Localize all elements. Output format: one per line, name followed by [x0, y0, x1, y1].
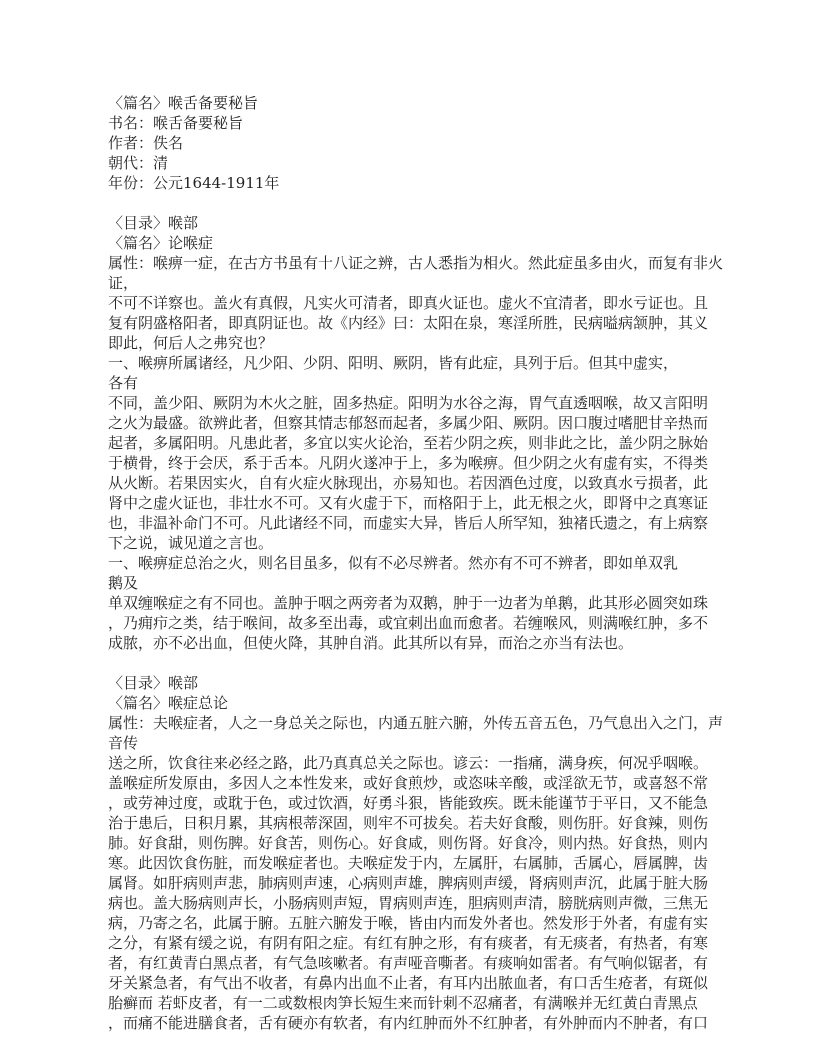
text-line: 起者，多属阳明。凡患此者，多宜以实火论治，至若少阴之疾，则非此之比，盖少阴之脉始 [108, 434, 709, 452]
text-line: 一、喉痹所属诸经，凡少阳、少阴、阳明、厥阴，皆有此症，具列于后。但其中虚实， [108, 354, 679, 372]
text-line: 〈目录〉喉部 [108, 674, 199, 692]
text-line: ，或劳神过度，或耽于色，或过饮酒，好勇斗狠，皆能致疾。既未能谨节于平日，又不能急 [108, 794, 709, 812]
blank-line [108, 193, 728, 213]
blank-line [108, 653, 728, 673]
text-line: 书名：喉舌备要秘旨 [108, 114, 244, 132]
text-line: 属肾。如肝病则声悲，肺病则声速，心病则声雄，脾病则声缓，肾病则声沉，此属于脏大肠 [108, 874, 709, 892]
text-line: 不同，盖少阳、厥阴为木火之脏，固多热症。阳明为水谷之海，胃气直透咽喉，故又言阳明 [108, 394, 709, 412]
text-line: 证， [108, 274, 139, 292]
text-line: 胎癣而 若虾皮者，有一二或数根肉笋长短生来而针刺不忍痛者，有满喉并无红黄白青黑点 [108, 994, 698, 1012]
text-line: ，乃痈疖之类，结于喉间，故多至出毒，或宜刺出血而愈者。若缠喉风，则满喉红肿，多不 [108, 614, 709, 632]
text-line: 即此，何后人之弗究也？ [108, 334, 274, 352]
text-line: 朝代：清 [108, 154, 169, 172]
text-line: 下之说，诚见道之言也。 [108, 534, 274, 552]
text-line: 之火为最盛。欲辨此者，但察其情志郁怒而起者，多属少阳、厥阴。因口腹过嗜肥甘辛热而 [108, 414, 709, 432]
text-line: 各有 [108, 374, 139, 392]
text-line: 也，非温补命门不可。凡此诸经不同，而虚实大异，皆后人所罕知，独褚氏遗之，有上病察 [108, 514, 709, 532]
text-line: ，而痛不能进膳食者，舌有硬亦有软者，有内红肿而外不红肿者，有外肿而内不肿者，有口 [108, 1014, 709, 1032]
text-line: 肾中之虚火证也，非壮水不可。又有火虚于下，而格阳于上，此无根之火，即肾中之真寒证 [108, 494, 709, 512]
text-line: 一、喉痹症总治之火，则名目虽多，似有不必尽辨者。然亦有不可不辨者，即如单双乳 [108, 554, 679, 572]
text-line: 作者：佚名 [108, 134, 184, 152]
text-line: 者，有红黄青白黑点者，有气急咳嗽者。有声哑音嘶者。有痰响如雷者。有气响似锯者，有 [108, 954, 709, 972]
text-line: 盖喉症所发原由，多因人之本性发来，或好食煎炒，或恣味辛酸，或淫欲无节，或喜怒不常 [108, 774, 709, 792]
text-line: 治于患后，日积月累，其病根蒂深固，则牢不可拔矣。若夫好食酸，则伤肝。好食辣，则伤 [108, 814, 709, 832]
text-line: 病，乃寄之名，此属于腑。五脏六腑发于喉，皆由内而发外者也。然发形于外者，有虚有实 [108, 914, 709, 932]
text-line: 单双缠喉症之有不同也。盖肿于咽之两旁者为双鹅，肿于一边者为单鹅，此其形必圆突如珠 [108, 594, 709, 612]
text-line: 复有阴盛格阳者，即真阴证也。故《内经》曰：太阳在泉，寒淫所胜，民病嗌病颔肿，其义 [108, 314, 709, 332]
document-body [108, 93, 728, 1033]
text-line: 从火断。若果因实火，自有火症火脉现出，亦易知也。若因酒色过度，以致真水亏损者，此 [108, 474, 709, 492]
text-line: 寒。此因饮食伤脏，而发喉症者也。夫喉症发于内，左属肝，右属肺，舌属心，唇属脾，齿 [108, 854, 709, 872]
text-line: 之分，有紧有缓之说，有阴有阳之症。有红有肿之形，有有痰者，有无痰者，有热者，有寒 [108, 934, 709, 952]
text-line: 〈篇名〉喉舌备要秘旨 [108, 94, 259, 112]
text-line: 年份：公元1644-1911年 [108, 174, 280, 192]
text-line: 属性：夫喉症者，人之一身总关之际也，内通五脏六腑，外传五音五色，乃气息出入之门，声 [108, 714, 724, 732]
text-line: 成脓，亦不必出血，但使火降，其肿自消。此其所以有异，而治之亦当有法也。 [108, 634, 634, 652]
text-line: 肺。好食甜，则伤脾。好食苦，则伤心。好食咸，则伤肾。好食冷，则内热。好食热，则内 [108, 834, 709, 852]
text-line: 音传 [108, 734, 139, 752]
text-line: 牙关紧急者，有气出不收者，有鼻内出血不止者，有耳内出脓血者，有口舌生疮者，有斑似 [108, 974, 709, 992]
text-line: 〈篇名〉喉症总论 [108, 694, 229, 712]
text-line: 病也。盖大肠病则声长，小肠病则声短，胃病则声连，胆病则声清，膀胱病则声微，三焦无 [108, 894, 709, 912]
text-line: 鹅及 [108, 574, 139, 592]
text-line: 〈目录〉喉部 [108, 214, 199, 232]
text-line: 于横骨，终于会厌，系于舌本。凡阴火遂冲于上，多为喉痹。但少阴之火有虚有实，不得类 [108, 454, 709, 472]
text-line: 不可不详察也。盖火有真假，凡实火可清者，即真火证也。虚火不宜清者，即水亏证也。且 [108, 294, 709, 312]
text-line: 〈篇名〉论喉症 [108, 234, 214, 252]
text-line: 属性：喉痹一症，在古方书虽有十八证之辨，古人悉指为相火。然此症虽多由火，而复有非火 [108, 254, 724, 272]
text-line: 送之所，饮食往来必经之路，此乃真真总关之际也。谚云：一指痛，满身疾，何况乎咽喉。 [108, 754, 709, 772]
